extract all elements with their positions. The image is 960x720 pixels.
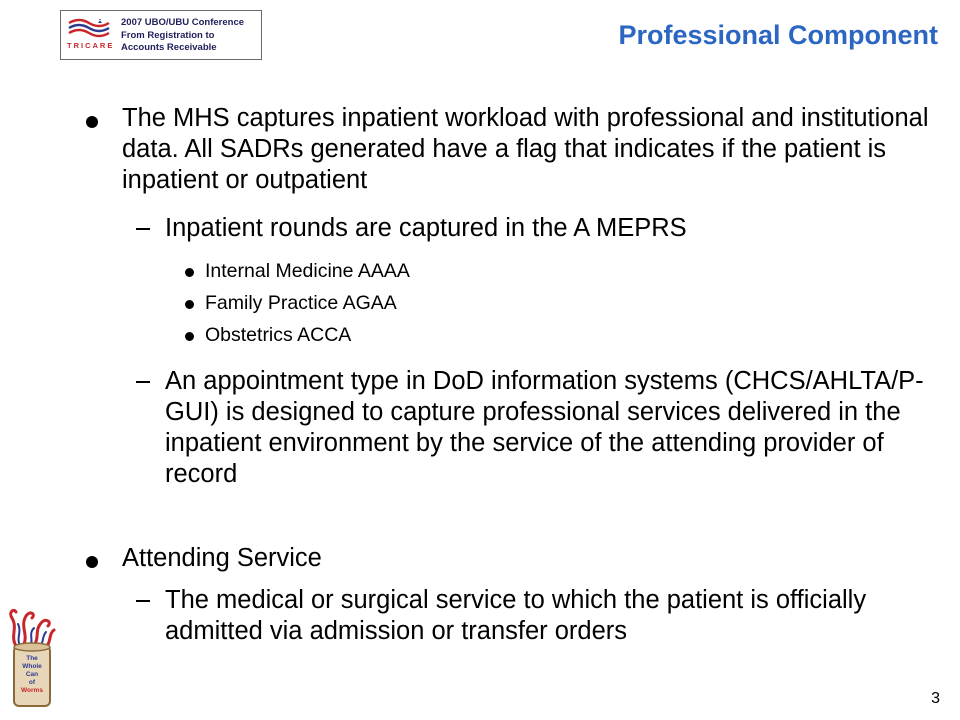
slide-title: Professional Component bbox=[618, 20, 938, 50]
mascot-word-1: The bbox=[26, 655, 38, 662]
bullet-mhs-captures: The MHS captures inpatient workload with professional and institutional data. All SADRs generated have a flag that indicates if the patient is inpatient or outpatient bbox=[122, 104, 929, 194]
bullet-attending-service: Attending Service bbox=[122, 544, 322, 572]
can-of-worms-mascot bbox=[4, 606, 58, 712]
logo-line-3: Accounts Receivable bbox=[121, 42, 217, 53]
logo-brand-text: TRICARE bbox=[67, 41, 115, 50]
conference-logo bbox=[60, 10, 262, 60]
page-number: 3 bbox=[931, 690, 940, 707]
dash-marker bbox=[136, 228, 150, 230]
dash-marker bbox=[136, 600, 150, 602]
tricare-flag-icon bbox=[65, 15, 117, 55]
sub-sub-bullet-obstetrics: Obstetrics ACCA bbox=[205, 324, 352, 346]
bullet-dot bbox=[86, 116, 98, 128]
sub-sub-bullet-internal-medicine: Internal Medicine AAAA bbox=[205, 260, 410, 282]
sub-bullet-inpatient-rounds: Inpatient rounds are captured in the A MEPRS bbox=[165, 214, 687, 242]
mascot-word-5: Worms bbox=[21, 687, 43, 694]
bullet-dot-small bbox=[185, 268, 194, 277]
dash-marker bbox=[136, 381, 150, 383]
sub-sub-bullet-family-practice: Family Practice AGAA bbox=[205, 292, 397, 314]
logo-caption bbox=[121, 17, 244, 55]
mascot-word-2: Whole bbox=[22, 663, 42, 670]
bullet-dot-small bbox=[185, 300, 194, 309]
logo-line-2: From Registration to bbox=[121, 29, 215, 41]
bullet-dot-small bbox=[185, 332, 194, 341]
logo-line-1: 2007 UBO/UBU Conference bbox=[121, 17, 245, 28]
sub-bullet-appointment-type: An appointment type in DoD information systems (CHCS/AHLTA/P-GUI) is designed to capture professional services delivered in the inpatient environment by the service of the attending provider of record bbox=[165, 367, 924, 488]
mascot-word-3: Can bbox=[25, 671, 39, 678]
sub-bullet-medical-surgical: The medical or surgical service to which the patient is officially admitted via admission or transfer orders bbox=[165, 586, 867, 645]
bullet-dot bbox=[86, 556, 98, 568]
mascot-word-4: of bbox=[28, 679, 36, 686]
